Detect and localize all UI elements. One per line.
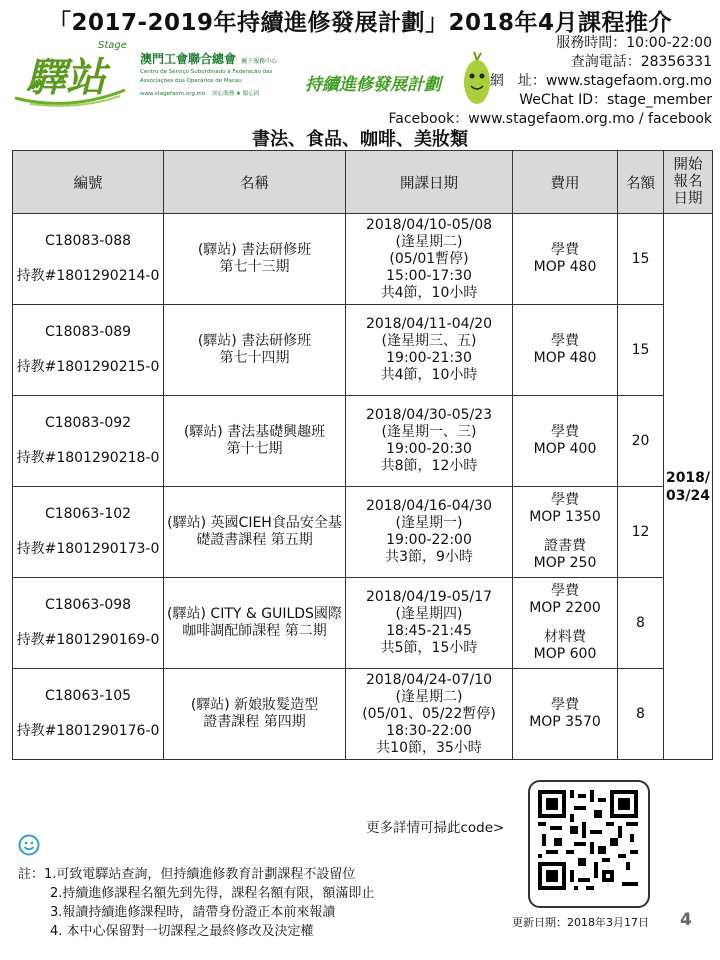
union-name: 澳門工會聯合總會 [140, 52, 237, 66]
date-line: (05/01暫停) [389, 250, 469, 267]
section-title: 書法、食品、咖啡、美妝類 [252, 129, 468, 150]
date-line: 2018/04/19-05/17 [365, 589, 493, 605]
course-name-1: (驛站) 英國CIEH食品安全基 [167, 515, 342, 531]
fee-label: 學費 [551, 242, 579, 258]
course-ref: 持教#1801290218-0 [16, 450, 160, 466]
fee2-label: 材料費 [544, 629, 586, 645]
course-quota: 8 [618, 578, 664, 669]
course-name-1: (驛站) 書法研修班 [197, 333, 312, 349]
fee-label: 學費 [551, 697, 579, 713]
date-line: 共4節，10小時 [380, 367, 478, 383]
date-line: 2018/04/30-05/23 [365, 407, 493, 423]
course-name-2: 第七十四期 [219, 350, 290, 366]
union-suffix: 屬下服務中心 [241, 58, 278, 65]
course-name-1: (驛站) 新娘妝髮造型 [190, 697, 319, 713]
fee-label: 學費 [551, 424, 579, 440]
course-name-cell [164, 578, 346, 669]
date-line: (逢星期二) [395, 688, 463, 705]
reg-header-text: 開始報名日期 [673, 156, 703, 207]
fee2-label: 證書費 [544, 538, 586, 554]
fee-amount: MOP 2200 [529, 600, 601, 616]
updated-date: 更新日期：2018年3月17日 [512, 916, 649, 929]
course-fee-cell [513, 487, 618, 578]
course-ref: 持教#1801290214-0 [16, 268, 160, 284]
date-line: 19:00-21:30 [386, 350, 472, 366]
smiley-icon [18, 834, 40, 856]
date-line: 共10節，35小時 [376, 739, 482, 756]
phone: 查詢電話：28356331 [570, 54, 712, 70]
date-line: (逢星期一、三) [381, 424, 477, 440]
fee2-amount: MOP 600 [533, 646, 597, 662]
course-quota: 15 [618, 305, 664, 396]
course-name-2: 證書課程 第四期 [203, 714, 306, 730]
note-3: 3.報讀持續進修課程時，請帶身份證正本前來報讀 [50, 905, 336, 920]
table-row [13, 396, 713, 487]
wechat-id: WeChat ID：stage_member [519, 92, 712, 108]
table-row [13, 214, 713, 305]
course-date-cell [346, 305, 513, 396]
table-row [13, 487, 713, 578]
reg-start-date: 2018/ 03/24 [664, 214, 713, 760]
fee-amount: MOP 3570 [529, 714, 601, 730]
facebook[interactable]: Facebook：www.stagefaom.org.mo / facebook [388, 111, 712, 127]
page-number: 4 [680, 910, 692, 930]
date-line: 共3節，9小時 [385, 549, 473, 565]
logo-slogan: 固心服務 ★ 服心固 [212, 91, 260, 97]
program-name: 持續進修發展計劃 [305, 75, 441, 95]
col-header-name: 名稱 [164, 151, 346, 214]
course-code: C18063-098 [44, 597, 132, 613]
date-line: (逢星期二) [395, 233, 463, 250]
course-code: C18083-089 [44, 324, 132, 340]
course-code: C18083-088 [44, 233, 132, 249]
union-pt-1: Centro de Serviço Subordinado à Federação das [140, 69, 273, 75]
course-name-cell [164, 214, 346, 305]
table-row [13, 578, 713, 669]
date-line: 2018/04/16-04/30 [365, 498, 493, 514]
date-line: (逢星期一) [395, 515, 463, 531]
course-code: C18083-092 [44, 415, 132, 431]
course-date-cell [346, 487, 513, 578]
fee-label: 學費 [551, 492, 579, 508]
date-line: 2018/04/11-04/20 [365, 316, 493, 332]
date-line: 共4節，10小時 [380, 284, 478, 301]
date-line: (05/01、05/22暫停) [362, 705, 496, 722]
course-date-cell [346, 578, 513, 669]
course-code-cell [13, 305, 164, 396]
course-name-1: (驛站) CITY & GUILDS國際 [167, 606, 342, 622]
course-name-2: 第十七期 [226, 441, 283, 457]
fee2-amount: MOP 250 [533, 555, 597, 571]
union-pt-2: Associações dos Operários de Macau [140, 78, 242, 84]
course-fee-cell [513, 305, 618, 396]
course-quota: 8 [618, 669, 664, 760]
logo-stage: Stage [98, 40, 127, 51]
table-row [13, 305, 713, 396]
logo-name: 驛站 [26, 54, 106, 101]
website[interactable]: 網 址：www.stagefaom.org.mo [489, 73, 712, 89]
course-code-cell [13, 578, 164, 669]
course-code-cell [13, 487, 164, 578]
date-line: 18:30-22:00 [386, 722, 472, 739]
course-code: C18063-102 [44, 506, 132, 522]
course-code-cell [13, 669, 164, 760]
stage-logo [10, 40, 130, 110]
date-line: 共8節，12小時 [380, 458, 478, 474]
col-header-date: 開課日期 [346, 151, 513, 214]
table-row [13, 669, 713, 760]
date-line: (逢星期四) [395, 606, 463, 622]
course-ref: 持教#1801290176-0 [16, 723, 160, 739]
more-info-text: 更多詳情可掃此code> [366, 820, 505, 836]
course-quota: 15 [618, 214, 664, 305]
fee-label: 學費 [551, 583, 579, 599]
fee-amount: MOP 480 [533, 259, 597, 275]
qr-code-icon[interactable] [538, 790, 638, 890]
note-2: 2.持續進修課程名額先到先得，課程名額有限，額滿即止 [50, 886, 375, 901]
course-name-cell [164, 305, 346, 396]
course-name-1: (驛站) 書法基礎興趣班 [183, 424, 326, 440]
col-header-fee: 費用 [513, 151, 618, 214]
course-quota: 12 [618, 487, 664, 578]
course-ref: 持教#1801290215-0 [16, 359, 160, 375]
date-line: 2018/04/10-05/08 [365, 216, 493, 233]
course-name-2: 第七十三期 [219, 259, 290, 275]
course-date-cell [346, 214, 513, 305]
table-header-row [13, 151, 713, 214]
date-line: 共5節，15小時 [380, 640, 478, 656]
course-ref: 持教#1801290173-0 [16, 541, 160, 557]
contact-info [389, 34, 713, 129]
course-fee-cell [513, 669, 618, 760]
course-code: C18063-105 [44, 688, 132, 704]
date-line: 19:00-20:30 [386, 441, 472, 457]
fee-amount: MOP 480 [533, 350, 597, 366]
col-header-quota: 名額 [618, 151, 664, 214]
date-line: 15:00-17:30 [386, 267, 472, 284]
course-date-cell [346, 669, 513, 760]
date-line: 19:00-22:00 [386, 532, 472, 548]
date-line: 2018/04/24-07/10 [365, 671, 493, 688]
course-fee-cell [513, 578, 618, 669]
course-date-cell [346, 396, 513, 487]
course-fee-cell [513, 214, 618, 305]
note-1: 註：1.可致電驛站查詢，但持續進修教育計劃課程不設留位 [18, 867, 356, 882]
course-name-cell [164, 669, 346, 760]
union-info [140, 48, 300, 97]
page-title: 「2017-2019年持續進修發展計劃」2018年4月課程推介 [47, 10, 673, 36]
course-code-cell [13, 396, 164, 487]
col-header-reg-start [664, 151, 713, 214]
course-name-2: 礎證書課程 第五期 [196, 532, 313, 548]
course-name-cell [164, 487, 346, 578]
course-table [12, 150, 713, 760]
course-name-2: 咖啡調配師課程 第二期 [182, 623, 327, 639]
logo-url: www.stagefaom.org.mo [140, 91, 206, 97]
fee-amount: MOP 1350 [529, 509, 601, 525]
col-header-code: 編號 [13, 151, 164, 214]
course-fee-cell [513, 396, 618, 487]
date-line: 18:45-21:45 [386, 623, 472, 639]
course-code-cell [13, 214, 164, 305]
note-4: 4. 本中心保留對一切課程之最終修改及決定權 [50, 924, 314, 939]
course-ref: 持教#1801290169-0 [16, 632, 160, 648]
course-name-cell [164, 396, 346, 487]
notes [18, 865, 374, 941]
course-name-1: (驛站) 書法研修班 [197, 242, 312, 258]
service-hours: 服務時間：10:00-22:00 [556, 35, 712, 51]
fee-amount: MOP 400 [533, 441, 597, 457]
date-line: (逢星期三、五) [381, 333, 477, 349]
fee-label: 學費 [551, 333, 579, 349]
course-quota: 20 [618, 396, 664, 487]
